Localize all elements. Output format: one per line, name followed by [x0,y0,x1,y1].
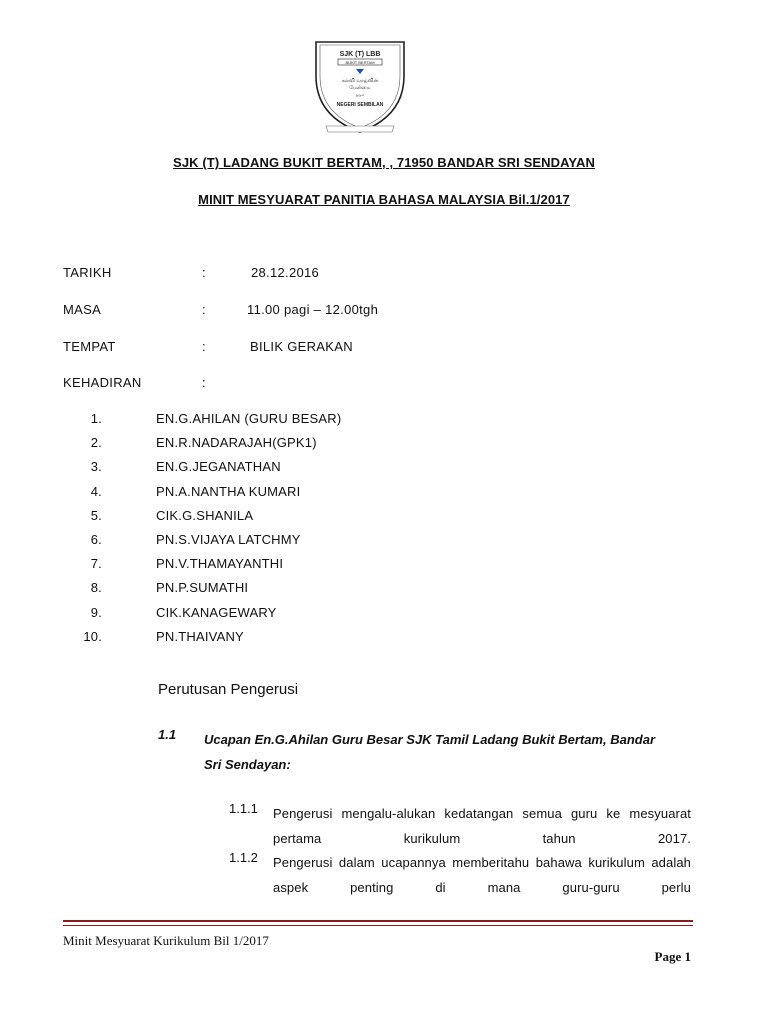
minutes-title: MINIT MESYUARAT PANITIA BAHASA MALAYSIA Bil.1/2017 [198,192,570,207]
time-colon: : [202,302,206,317]
footer-divider-thin [63,925,693,926]
item-number: 1.1 [158,727,177,742]
subitem-text: Pengerusi dalam ucapannya memberitahu bahawa kurikulum adalah aspek penting di mana guru-guru perlu [273,855,691,895]
date-label: TARIKH [63,265,112,280]
attendance-colon: : [202,375,206,390]
section-title: Perutusan Pengerusi [158,681,299,698]
school-address-heading: SJK (T) LADANG BUKIT BERTAM, , 71950 BANDAR SRI SENDAYAN [173,155,595,170]
place-colon: : [202,339,206,354]
footer-divider [63,920,693,922]
page-number: Page 1 [654,949,691,964]
date-colon: : [202,265,206,280]
document-page: SJK (T) LBB BUKIT BERTAM கல்வி வாழ்வின் மேன்மை தரும் NEGERI SEMBILAN SJK (T) LADANG BUKIT BERTAM, , 71950 BANDAR SRI SENDAYAN MINIT MESYUARAT PANITIA BAHASA MALAYSIA Bil.1/2017 TARIKH : 28.12.2016 MASA : 11.00 pagi – 12.00tgh TEMPAT : BILIK GERAKAN KEHADIRAN : 1. EN.G.AHILAN (GURU BESAR) 2. EN.R.NADARAJAH(GPK1) 3. EN.G.JEGANATHAN 4. PN.A.NANTHA KUMARI 5. CIK.G.SHANILA 6. PN.S.VIJAYA LATCHMY 7. PN.V.THAMAYANTHI 8. PN.P.SUMATHI 9. CIK.KANAGEWARY 10. PN.THAIVANY Perutusan Pengerusi 1.1 Ucapan En.G.Ahilan Guru Besar SJK Tamil Ladang Bukit Bertam, Bandar Sri Sendayan: 1.1.1 Pengerusi mengalu-alukan kedatangan semua guru ke mesyuarat pertama kurikulum tahun 2017. 1.1.2 Pengerusi dalam ucapannya memberitahu bahawa kurikulum adalah aspek penting di mana guru-guru perlu Minit Mesyuarat Kurikulum Bil 1/2017 Page 1 [0,0,768,1024]
crest-banner-text: BUKIT BERTAM [345,60,375,65]
crest-top-text: SJK (T) LBB [339,51,381,58]
item-heading: Ucapan En.G.Ahilan Guru Besar SJK Tamil Ladang Bukit Bertam, Bandar Sri Sendayan: [204,732,656,772]
crest-bottom-text: NEGERI SEMBILAN [336,102,384,108]
crest-tamil-line2: மேன்மை [349,85,371,91]
crest-tamil-line1: கல்வி வாழ்வின் [341,78,379,84]
place-label: TEMPAT [63,339,116,354]
school-crest-logo [312,36,408,138]
date-value: 28.12.2016 [251,265,320,280]
time-value: 11.00 pagi – 12.00tgh [247,302,379,317]
crest-tamil-line3: தரும் [355,93,365,97]
subitem-number: 1.1.1 [229,801,258,816]
subitem-number: 1.1.2 [229,850,258,865]
footer-document-title: Minit Mesyuarat Kurikulum Bil 1/2017 [63,933,269,948]
attendance-label: KEHADIRAN [63,375,142,390]
place-value: BILIK GERAKAN [250,339,353,354]
time-label: MASA [63,302,102,317]
subitem-text: Pengerusi mengalu-alukan kedatangan semua guru ke mesyuarat pertama kurikulum tahun 2017. [273,806,691,846]
